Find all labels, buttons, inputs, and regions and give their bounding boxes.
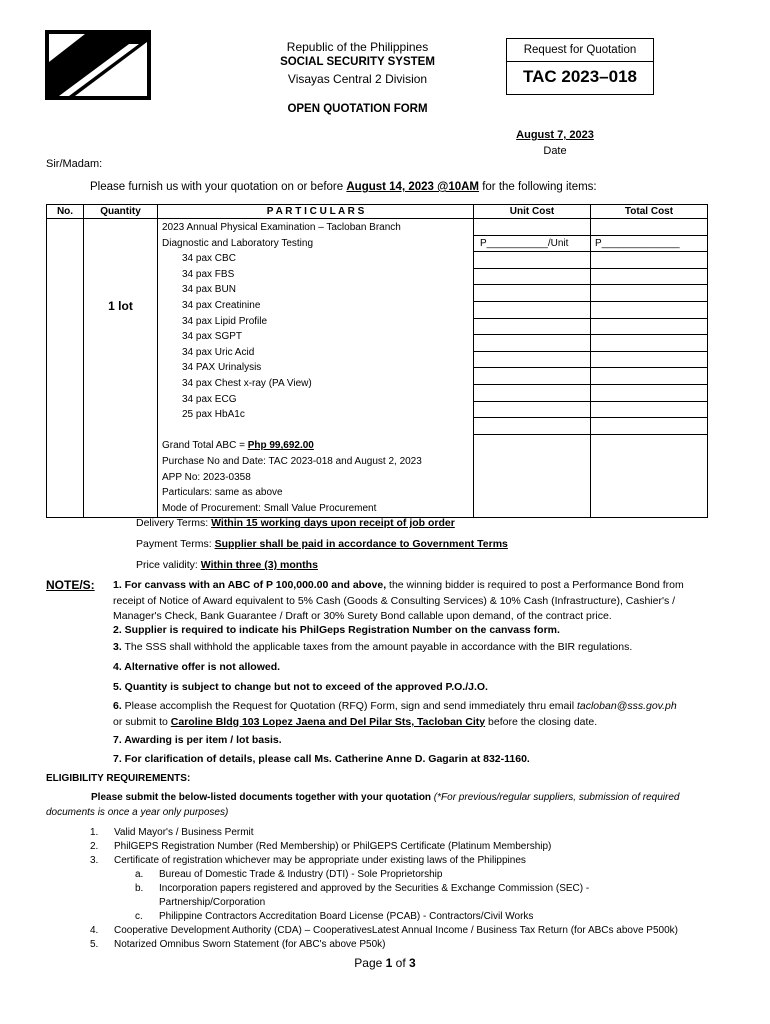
- payment-value: Supplier shall be paid in accordance to Government Terms: [214, 538, 508, 550]
- list-num: 1.: [90, 827, 99, 838]
- cell-total-cost: [591, 219, 708, 518]
- eligibility-intro-bold: Please submit the below-listed documents together with your quotation: [91, 792, 432, 803]
- col-particulars: P A R T I C U L A R S: [158, 205, 474, 219]
- note-6: [113, 699, 728, 730]
- particulars-title-1: 2023 Annual Physical Examination – Tacloban Branch: [162, 222, 401, 233]
- cell-quantity: 1 lot: [84, 219, 158, 518]
- of-word: of: [392, 956, 410, 970]
- col-total-cost: Total Cost: [591, 205, 708, 219]
- abc-label: Grand Total ABC =: [162, 440, 248, 452]
- note-1: [113, 578, 728, 625]
- header-division: Visayas Central 2 Division: [287, 72, 428, 86]
- note-8: 7. For clarification of details, please call Ms. Catherine Anne D. Gagarin at 832-1160.: [113, 753, 530, 765]
- sub-text: Partnership/Corporation: [159, 897, 266, 908]
- note-6-submit: or submit to: [113, 715, 171, 728]
- cell-particulars: [158, 219, 474, 518]
- list-item: [90, 854, 678, 868]
- list-num: 4.: [90, 925, 99, 936]
- header-republic: Republic of the Philippines: [286, 40, 429, 54]
- email-link[interactable]: tacloban@sss.gov.ph: [576, 700, 677, 712]
- sss-logo: [45, 30, 151, 100]
- note-3-text: The SSS shall withhold the applicable taxes from the amount payable in accordance with the BIR regulations.: [121, 641, 633, 653]
- sub-num: c.: [135, 911, 143, 922]
- sub-item: [90, 882, 678, 896]
- note-1-bold: 1. For canvass with an ABC of P 100,000.00 and above,: [113, 579, 387, 591]
- page-footer: [0, 956, 770, 970]
- note-1-line3: Manager's Check, Bank Guarantee / Draft or 30% Surety Bond callable upon demand, of the contract price.: [113, 610, 612, 622]
- app-no: APP No: 2023-0358: [162, 471, 251, 483]
- list-num: 3.: [90, 855, 99, 866]
- sub-item: [90, 910, 678, 924]
- sub-text: Bureau of Domestic Trade & Industry (DTI) - Sole Proprietorship: [159, 869, 443, 880]
- payment-label: Payment Terms:: [136, 538, 215, 550]
- form-title: OPEN QUOTATION FORM: [287, 103, 428, 115]
- list-text: Certificate of registration whichever may be appropriate under existing laws of the Philippines: [114, 855, 526, 866]
- rfq-label: Request for Quotation: [507, 39, 653, 62]
- page-word: Page: [354, 956, 386, 970]
- note-6-closing: before the closing date.: [485, 715, 598, 728]
- item-line: 34 PAX Urinalysis: [182, 362, 262, 374]
- note-1-rest: the winning bidder is required to post a Performance Bond from: [386, 579, 684, 591]
- intro-before: Please furnish us with your quotation on or before: [90, 181, 347, 193]
- list-text: Notarized Omnibus Sworn Statement (for ABC's above P50k): [114, 939, 386, 950]
- rfq-box: [506, 38, 654, 95]
- total-cost-blank: P______________: [591, 236, 707, 253]
- cell-unit-cost: [474, 219, 591, 518]
- list-item: [90, 840, 678, 854]
- unit-cost-blank: P___________/Unit: [474, 236, 590, 253]
- item-line: 34 pax Lipid Profile: [182, 315, 268, 327]
- note-1-line2: receipt of Notice of Award equivalent to 5% Cash (Goods & Consulting Services) & 10% Cash (Infrastructure), Cashier's /: [113, 594, 676, 607]
- payment-terms: [136, 538, 508, 550]
- item-line: 34 pax BUN: [182, 284, 236, 296]
- list-num: 5.: [90, 939, 99, 950]
- list-item: [90, 826, 678, 840]
- table-header-row: [47, 205, 708, 219]
- eligibility-intro-2: documents is once a year only purposes): [46, 807, 229, 818]
- date-label: Date: [543, 145, 567, 157]
- note-3: [113, 640, 728, 656]
- eligibility-list: [90, 826, 678, 952]
- purchase-no: Purchase No and Date: TAC 2023-018 and August 2, 2023: [162, 455, 422, 467]
- item-line: 34 pax Chest x-ray (PA View): [182, 377, 312, 389]
- price-validity: [136, 559, 318, 571]
- intro-text: [90, 181, 597, 193]
- table-row: [47, 219, 708, 518]
- grand-total-abc: [162, 438, 469, 454]
- note-6-address: Caroline Bldg 103 Lopez Jaena and Del Pilar Sts, Tacloban City: [170, 715, 486, 728]
- item-line: 34 pax FBS: [182, 268, 235, 280]
- header-sss: SOCIAL SECURITY SYSTEM: [280, 56, 435, 68]
- list-text: Valid Mayor's / Business Permit: [114, 827, 254, 838]
- list-text: Cooperative Development Authority (CDA) – CooperativesLatest Annual Income / Business Tax Return (for ABCs above P500k): [114, 925, 678, 936]
- list-text: PhilGEPS Registration Number (Red Membership) or PhilGEPS Certificate (Platinum Membership): [114, 841, 552, 852]
- item-line: 25 pax HbA1c: [182, 409, 245, 421]
- sub-num: a.: [135, 869, 144, 880]
- notes-label: NOTE/S:: [46, 578, 95, 592]
- particulars-title-2: Diagnostic and Laboratory Testing: [162, 237, 314, 249]
- quotation-table: [46, 204, 708, 518]
- sub-item: [90, 896, 678, 910]
- sub-text: Philippine Contractors Accreditation Board License (PCAB) - Contractors/Civil Works: [159, 911, 534, 922]
- page-number: 1: [385, 956, 393, 970]
- note-3-num: 3.: [113, 641, 122, 653]
- delivery-terms: [136, 517, 455, 529]
- col-no: No.: [47, 205, 84, 219]
- item-line: 34 pax CBC: [182, 253, 236, 265]
- item-line: 34 pax ECG: [182, 393, 237, 405]
- eligibility-intro: [46, 792, 736, 803]
- validity-label: Price validity:: [136, 559, 201, 571]
- validity-value: Within three (3) months: [200, 559, 318, 571]
- list-item: [90, 924, 678, 938]
- sub-num: b.: [135, 883, 144, 894]
- intro-after: for the following items:: [479, 181, 597, 193]
- eligibility-heading: ELIGIBILITY REQUIREMENTS:: [46, 773, 191, 784]
- procurement-mode: Mode of Procurement: Small Value Procurement: [162, 502, 377, 514]
- delivery-value: Within 15 working days upon receipt of job order: [211, 517, 455, 529]
- delivery-label: Delivery Terms:: [136, 517, 212, 529]
- date-value: August 7, 2023: [516, 129, 594, 141]
- item-line: 34 pax Uric Acid: [182, 346, 255, 358]
- item-line: 34 pax Creatinine: [182, 299, 261, 311]
- note-6-text: Please accomplish the Request for Quotation (RFQ) Form, sign and send immediately thru email: [121, 700, 577, 712]
- col-quantity: Quantity: [84, 205, 158, 219]
- abc-value: Php 99,692.00: [247, 440, 314, 452]
- note-7: 7. Awarding is per item / lot basis.: [113, 734, 282, 746]
- note-2: 2. Supplier is required to indicate his PhilGeps Registration Number on the canvass form.: [113, 624, 560, 636]
- eligibility-intro-italic: (*For previous/regular suppliers, submission of required: [431, 792, 680, 803]
- item-line: 34 pax SGPT: [182, 331, 243, 343]
- salutation: Sir/Madam:: [46, 158, 103, 170]
- particulars-same: Particulars: same as above: [162, 487, 283, 499]
- list-item: [90, 938, 678, 952]
- sub-item: [90, 868, 678, 882]
- intro-deadline: August 14, 2023 @10AM: [346, 181, 480, 193]
- sub-text: Incorporation papers registered and approved by the Securities & Exchange Commission (SEC) -: [159, 883, 590, 894]
- note-4: 4. Alternative offer is not allowed.: [113, 661, 281, 673]
- cell-no: [47, 219, 84, 518]
- rfq-number: TAC 2023–018: [522, 67, 638, 86]
- col-unit-cost: Unit Cost: [474, 205, 591, 219]
- note-5: 5. Quantity is subject to change but not to exceed of the approved P.O./J.O.: [113, 681, 488, 693]
- note-6-num: 6.: [113, 700, 122, 712]
- list-num: 2.: [90, 841, 99, 852]
- page-total: 3: [409, 956, 416, 970]
